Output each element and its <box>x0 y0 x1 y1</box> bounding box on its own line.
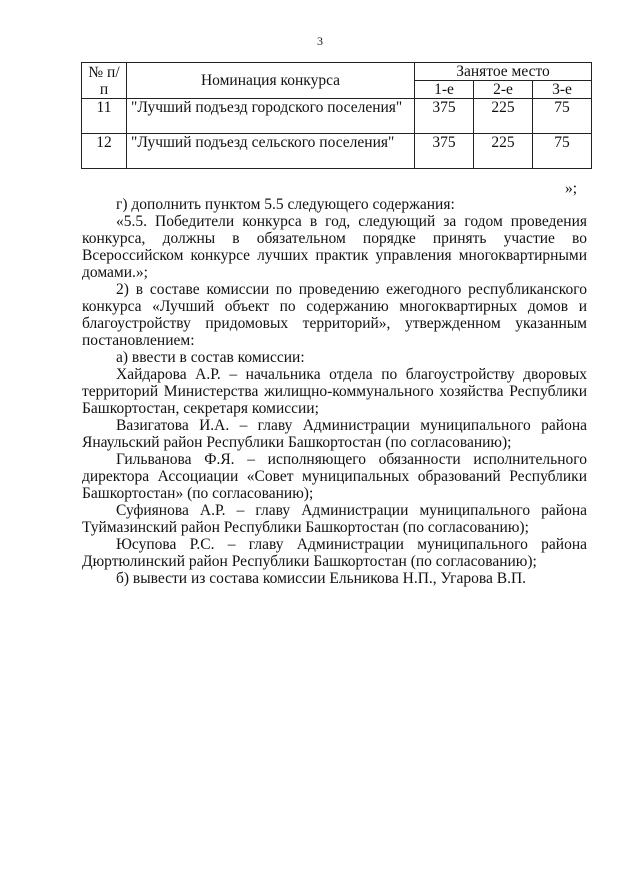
quote-close: »; <box>565 180 578 197</box>
awards-table <box>81 62 592 169</box>
row-value-3: 75 <box>533 134 592 169</box>
header-nomination: Номинация конкурса <box>127 63 415 99</box>
row-value-1: 375 <box>415 134 474 169</box>
row-value-2: 225 <box>474 134 533 169</box>
paragraph-member-vazigatov: Вазигатова И.А. – главу Администрации муниципального района Янаульский район Республики Башкортостан (по согласованию); <box>82 417 587 451</box>
row-num: 11 <box>82 99 127 134</box>
paragraph-member-yusupov: Юсупова Р.С. – главу Администрации муниципального района Дюртюлинский район Республики Башкортостан (по согласованию); <box>82 536 587 570</box>
row-num: 12 <box>82 134 127 169</box>
header-place-2: 2-е <box>474 81 533 99</box>
paragraph-item-g: г) дополнить пунктом 5.5 следующего содержания: <box>116 196 455 213</box>
paragraph-quoted-5-5: «5.5. Победители конкурса в год, следующий за годом проведения конкурса, должны в обязательном порядке принять участие во Всероссийском конкурсе лучших практик управления многоквартирными домами.»; <box>82 213 587 281</box>
table-row <box>82 134 592 169</box>
table-header-row <box>82 63 592 81</box>
paragraph-member-gilvanov: Гильванова Ф.Я. – исполняющего обязанности исполнительного директора Ассоциации «Совет муниципальных образований Республики Башкортостан» (по согласованию); <box>82 451 587 502</box>
table-row <box>82 99 592 134</box>
header-place-group: Занятое место <box>415 63 592 81</box>
header-place-3: 3-е <box>533 81 592 99</box>
document-body <box>82 196 587 587</box>
row-nomination: "Лучший подъезд городского поселения" <box>127 99 415 134</box>
row-nomination: "Лучший подъезд сельского поселения" <box>127 134 415 169</box>
page-number: 3 <box>317 34 323 48</box>
header-place-1: 1-е <box>415 81 474 99</box>
paragraph-member-sufiyanov: Суфиянова А.Р. – главу Администрации муниципального района Туймазинский район Республики Башкортостан (по согласованию); <box>82 502 587 536</box>
row-value-3: 75 <box>533 99 592 134</box>
paragraph-member-khaidarov: Хайдарова А.Р. – начальника отдела по благоустройству дворовых территорий Министерства жилищно-коммунального хозяйства Республики Башкортостан, секретаря комиссии; <box>82 366 587 417</box>
row-value-1: 375 <box>415 99 474 134</box>
paragraph-item-2: 2) в составе комиссии по проведению ежегодного республиканского конкурса «Лучший объект по содержанию многоквартирных домов и благоустройству придомовых территорий», утвержденном указанным постановлением: <box>82 281 587 349</box>
paragraph-item-b: б) вывести из состава комиссии Ельникова Н.П., Угарова В.П. <box>116 570 527 587</box>
row-value-2: 225 <box>474 99 533 134</box>
paragraph-item-a: а) ввести в состав комиссии: <box>116 349 305 366</box>
header-num: № п/п <box>82 63 127 99</box>
